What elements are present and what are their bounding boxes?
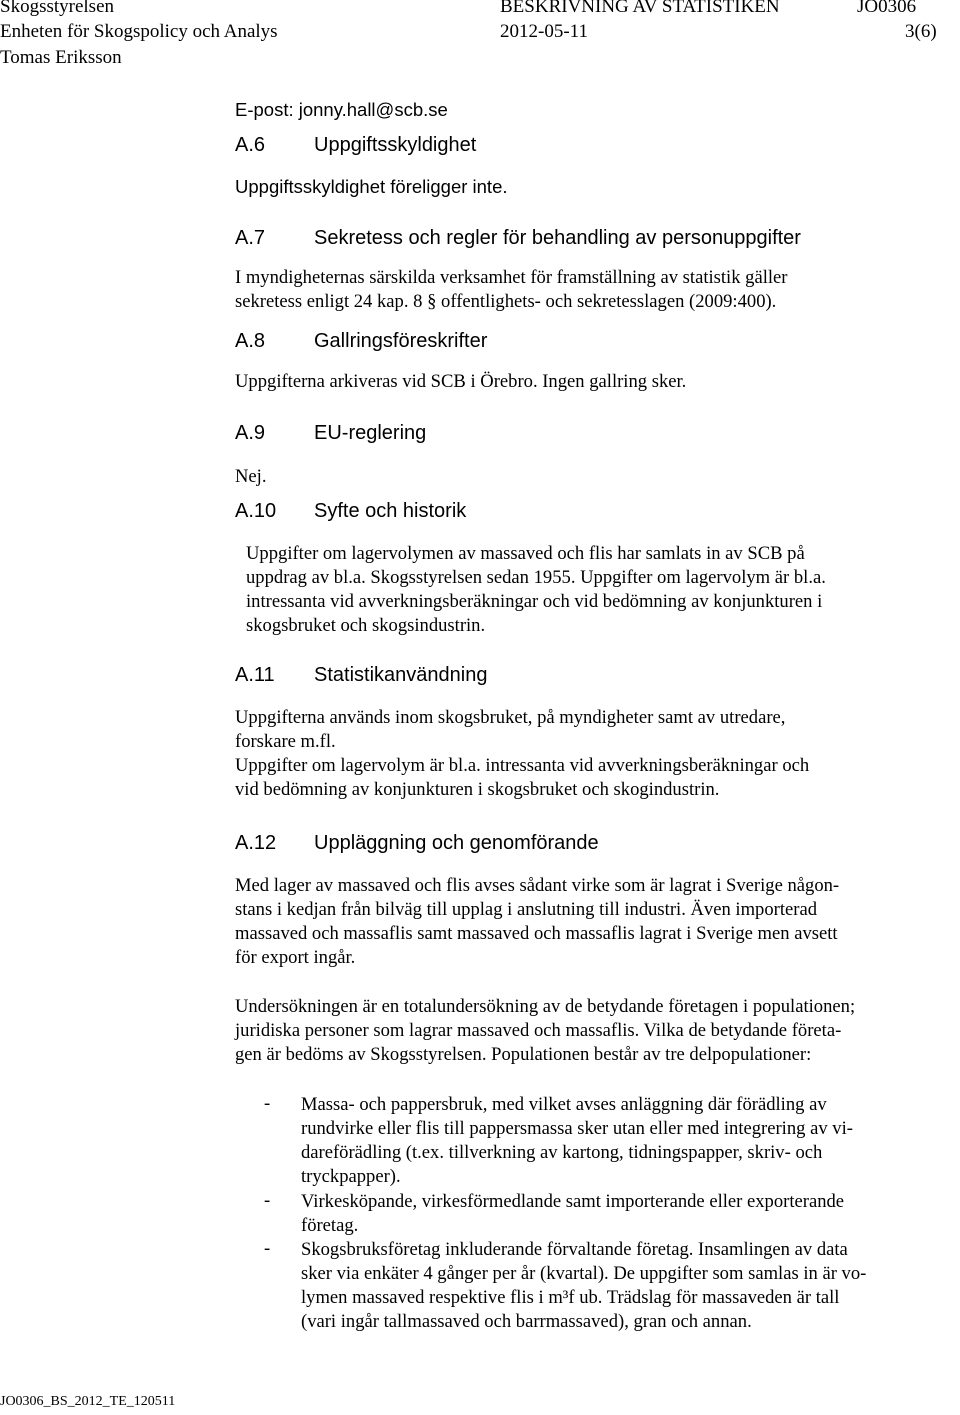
bullet-line: företag. — [301, 1215, 359, 1236]
section-text: Uppgiftsskyldighet föreligger inte. — [235, 176, 508, 197]
bullet-marker: - — [264, 1238, 271, 1259]
header-page: 3(6) — [905, 21, 937, 42]
section-title: Gallringsföreskrifter — [314, 330, 488, 352]
section-number: A.6 — [235, 134, 266, 156]
bullet-item — [301, 1093, 853, 1189]
paragraph-line: forskare m.fl. — [235, 731, 336, 752]
header-date: 2012-05-11 — [500, 21, 588, 42]
bullet-line: sker via enkäter 4 gånger per år (kvartal). De uppgifter som samlas in är vo- — [301, 1263, 867, 1284]
bullet-line: dareförädling (t.ex. tillverkning av kartong, tidningspapper, skriv- och — [301, 1142, 823, 1163]
section-number: A.10 — [235, 500, 277, 522]
bullet-marker: - — [264, 1093, 271, 1114]
bullet-item — [301, 1190, 844, 1238]
section-title: Sekretess och regler för behandling av personuppgifter — [314, 227, 801, 249]
paragraph-line: massaved och massaflis samt massaved och massaflis lagrat i Sverige men avsett — [235, 923, 838, 944]
bullet-line: Skogsbruksföretag inkluderande förvaltande företag. Insamlingen av data — [301, 1239, 848, 1260]
paragraph-line: för export ingår. — [235, 947, 356, 968]
section-number: A.8 — [235, 330, 266, 352]
section-paragraph — [235, 706, 809, 802]
paragraph-line: I myndigheternas särskilda verksamhet för framställning av statistik gäller — [235, 267, 788, 288]
paragraph-line: Uppgifter om lagervolym är bl.a. intressanta vid avverkningsberäkningar och — [235, 755, 810, 776]
paragraph-line: vid bedömning av konjunkturen i skogsbruket och skogindustrin. — [235, 779, 720, 800]
bullet-item — [301, 1238, 866, 1334]
header-doc-type: BESKRIVNING AV STATISTIKEN — [500, 0, 780, 17]
paragraph-line: skogsbruket och skogsindustrin. — [246, 615, 486, 636]
header-unit: Enheten för Skogspolicy och Analys — [0, 21, 278, 42]
section-text: Uppgifterna arkiveras vid SCB i Örebro. Ingen gallring sker. — [235, 371, 687, 392]
paragraph-line: stans i kedjan från bilväg till upplag i anslutning till industri. Även importerad — [235, 899, 817, 920]
section-paragraph — [235, 266, 788, 314]
section-title: Syfte och historik — [314, 500, 467, 522]
footer-code: JO0306_BS_2012_TE_120511 — [0, 1394, 176, 1409]
section-title: EU-reglering — [314, 422, 427, 444]
section-paragraph — [235, 874, 839, 970]
header-author: Tomas Eriksson — [0, 47, 122, 68]
bullet-line: (vari ingår tallmassaved och barrmassaved), gran och annan. — [301, 1311, 752, 1332]
bullet-line: Massa- och pappersbruk, med vilket avses anläggning där förädling av — [301, 1094, 827, 1115]
section-number: A.11 — [235, 664, 275, 686]
section-title: Uppgiftsskyldighet — [314, 134, 477, 156]
paragraph-line: Uppgifterna används inom skogsbruket, på myndigheter samt av utredare, — [235, 707, 786, 728]
email-line: E-post: jonny.hall@scb.se — [235, 99, 448, 120]
paragraph-line: Undersökningen är en totalundersökning av de betydande företagen i populationen; — [235, 996, 856, 1017]
section-title: Uppläggning och genomförande — [314, 832, 599, 854]
paragraph-line: Med lager av massaved och flis avses sådant virke som är lagrat i Sverige någon- — [235, 875, 840, 896]
bullet-line: rundvirke eller flis till pappersmassa sker utan eller med integrering av vi- — [301, 1118, 853, 1139]
paragraph-line: intressanta vid avverkningsberäkningar och vid bedömning av konjunkturen i — [246, 591, 823, 612]
bullet-marker: - — [264, 1190, 271, 1211]
bullet-line: lymen massaved respektive flis i m³f ub. Trädslag för massaveden är tall — [301, 1287, 840, 1308]
paragraph-line: gen är bedöms av Skogsstyrelsen. Populationen består av tre delpopulationer: — [235, 1044, 812, 1065]
header-doc-code: JO0306 — [857, 0, 917, 17]
section-title: Statistikanvändning — [314, 664, 488, 686]
section-paragraph — [246, 542, 826, 638]
paragraph-line: uppdrag av bl.a. Skogsstyrelsen sedan 1955. Uppgifter om lagervolym är bl.a. — [246, 567, 826, 588]
paragraph-line: sekretess enligt 24 kap. 8 § offentlighets- och sekretesslagen (2009:400). — [235, 291, 777, 312]
bullet-line: Virkesköpande, virkesförmedlande samt importerande eller exporterande — [301, 1191, 845, 1212]
section-number: A.9 — [235, 422, 266, 444]
header-org: Skogsstyrelsen — [0, 0, 114, 17]
section-number: A.12 — [235, 832, 277, 854]
section-number: A.7 — [235, 227, 266, 249]
paragraph-line: Uppgifter om lagervolymen av massaved och flis har samlats in av SCB på — [246, 543, 805, 564]
bullet-line: tryckpapper). — [301, 1166, 401, 1187]
section-text: Nej. — [235, 466, 267, 487]
section-paragraph — [235, 995, 855, 1067]
paragraph-line: juridiska personer som lagrar massaved och massaflis. Vilka de betydande företa- — [235, 1020, 842, 1041]
